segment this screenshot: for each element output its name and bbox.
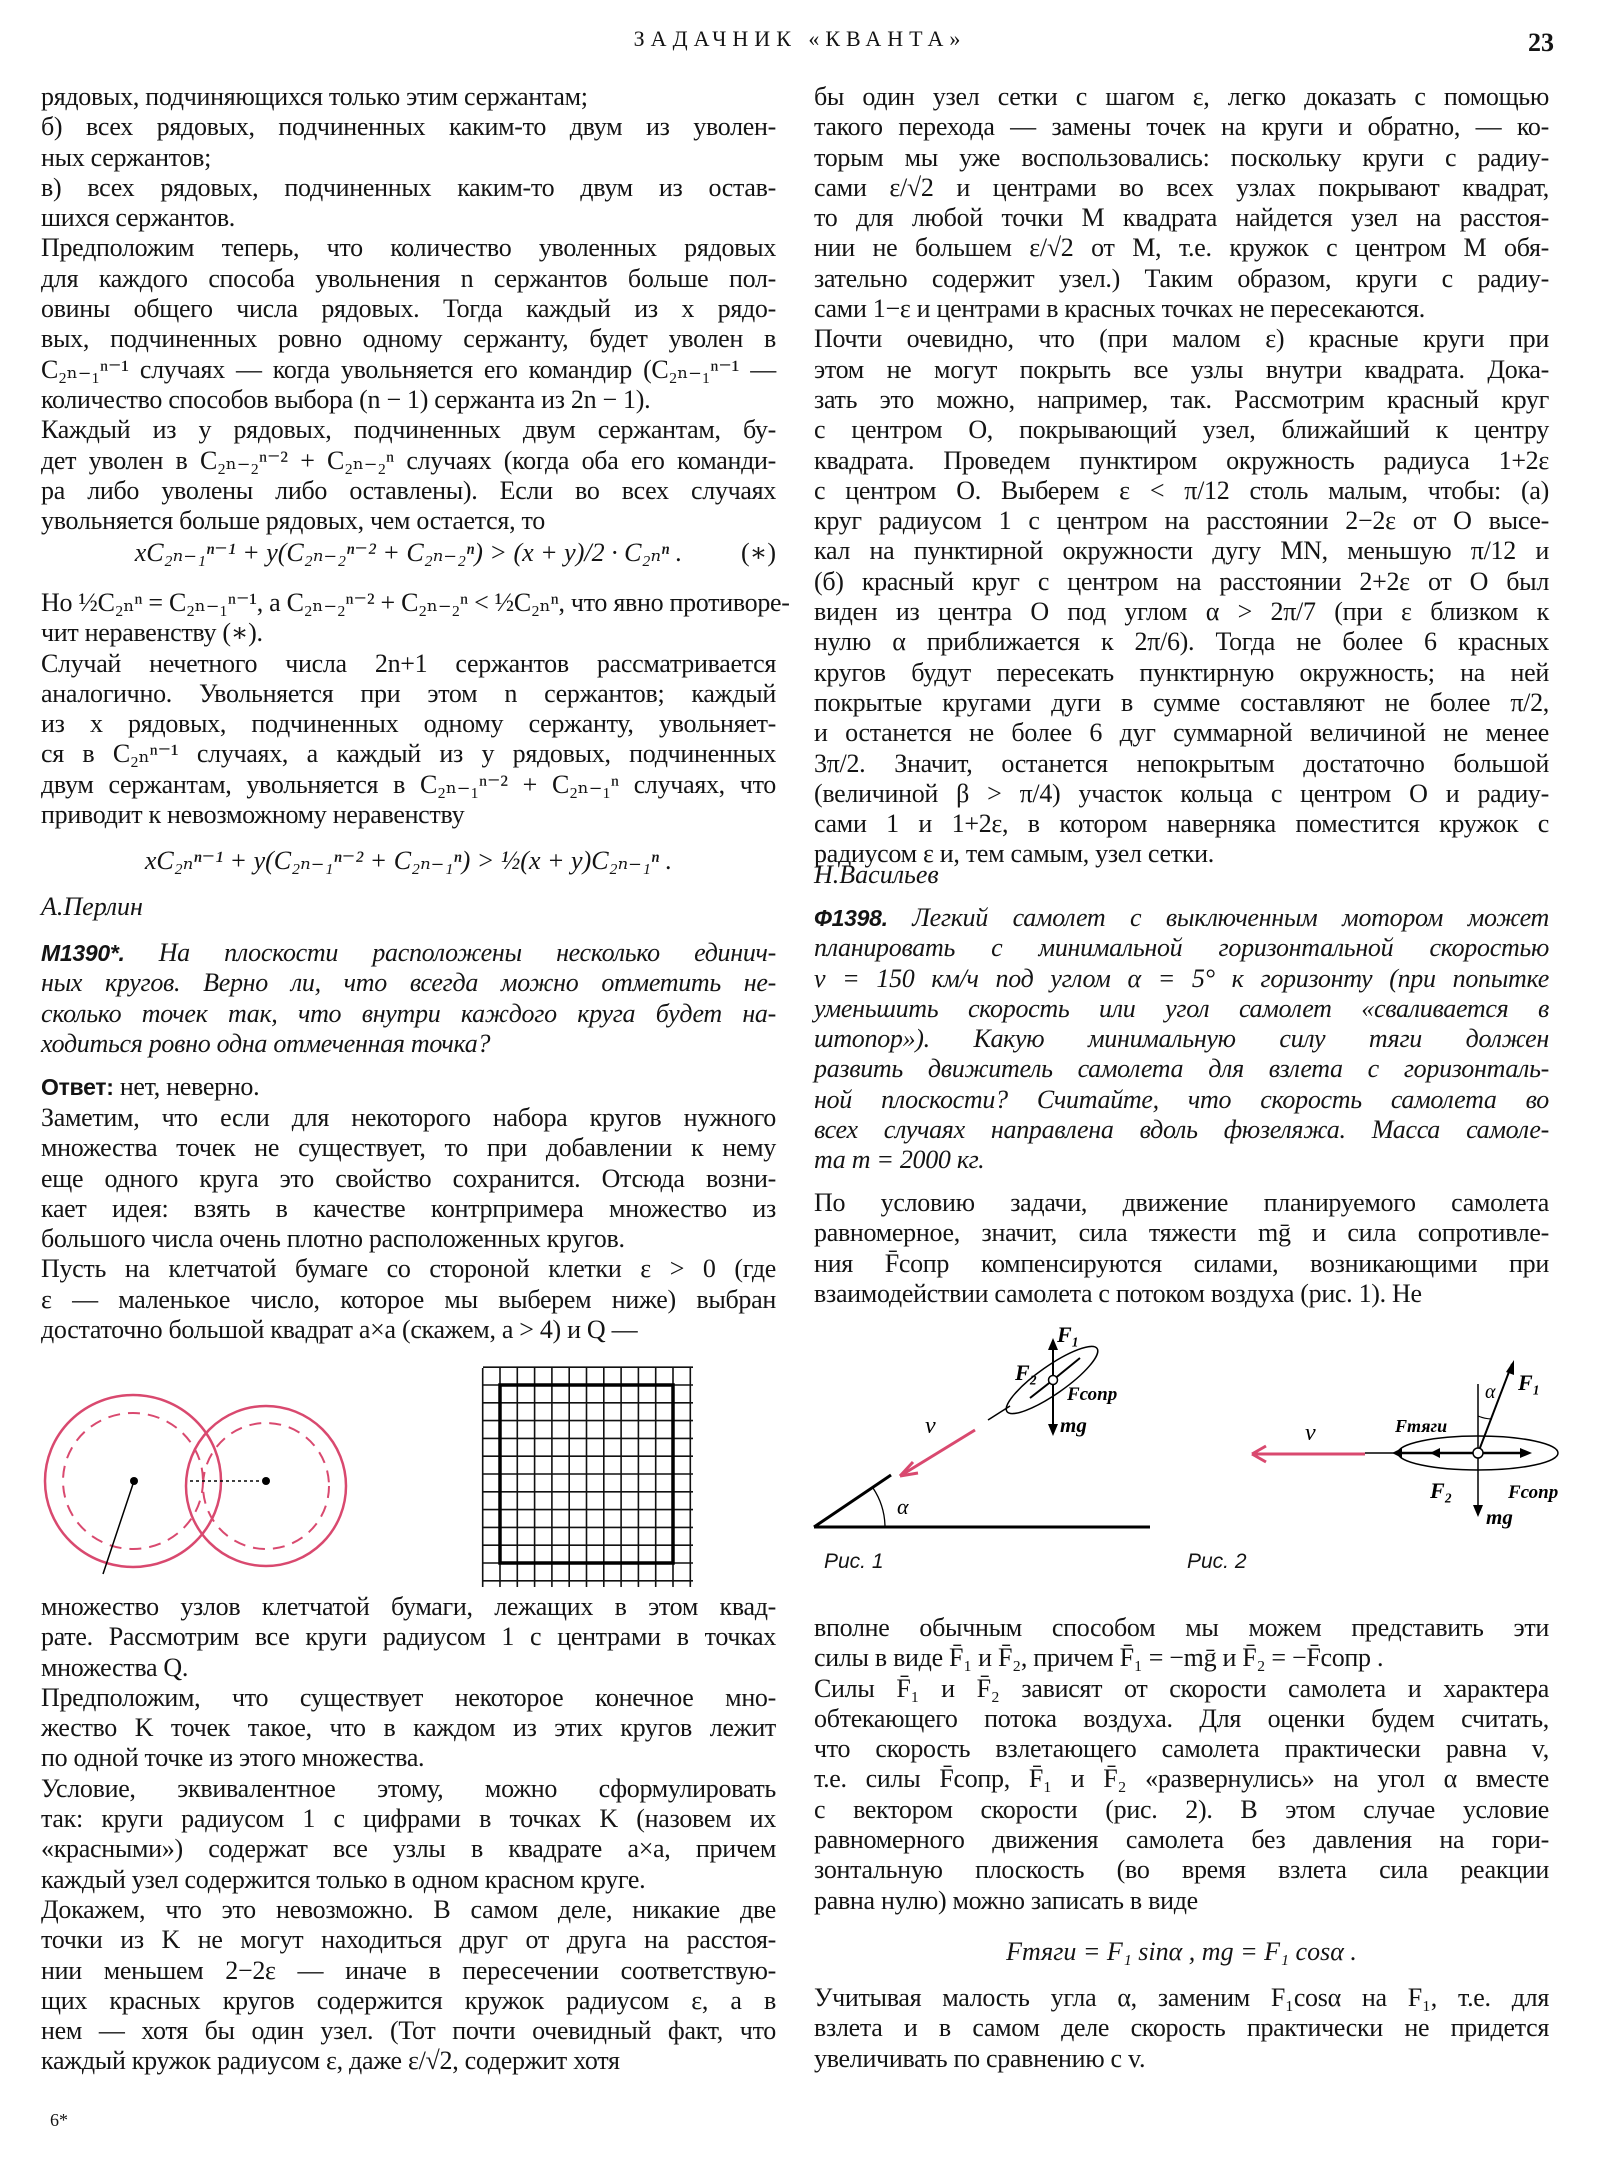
mg-label: mg [1060, 1413, 1087, 1437]
figure-2 [1240, 1320, 1600, 1540]
text-line: кает идея: взять в качестве контрпримера множество из [41, 1193, 776, 1223]
text-line: двум сержантам, увольняется в C₂ₙ₋₁ⁿ⁻² + C₂ₙ₋₁ⁿ случаях, что [41, 769, 776, 799]
problem-statement [41, 938, 776, 1059]
text-line: шихся сержантов. [41, 203, 235, 233]
paragraph [41, 649, 776, 831]
text-line: вполне обычным способом мы можем представить эти [814, 1613, 1549, 1642]
figure-1-caption: Рис. 1 [824, 1550, 884, 1573]
text-line: нем — хотя бы один узел. (Тот почти очевидный факт, что [41, 2016, 776, 2046]
paragraph [41, 112, 776, 173]
center-point [262, 1477, 270, 1485]
text-line: нулю α приближается к 2π/6). Тогда не более 6 красных [814, 627, 1549, 657]
text-line: достаточно большой квадрат a×a (скажем, a > 4) и Q — [41, 1315, 638, 1345]
plane-center [1049, 1376, 1058, 1385]
F1-label: F₁ [1057, 1322, 1080, 1347]
text-line: рате. Рассмотрим все круги радиусом 1 с центрами в точках [41, 1622, 776, 1652]
text-line: развить движитель самолета для взлета с горизонталь- [814, 1054, 1549, 1084]
problem-number: М1390*. [41, 940, 159, 966]
text-line: v = 150 км/ч под углом α = 5° к горизонту (при попытке [814, 963, 1549, 993]
text-line: покрытые кругами дуги в сумме составляют не более π/2, [814, 687, 1549, 717]
text-line: М1390*. На плоскости расположены несколько единич- [41, 938, 777, 967]
text-line: большого числа очень плотно расположенных кругов. [41, 1224, 625, 1254]
text-line: равномерного движения самолета без давления на гори- [814, 1825, 1549, 1855]
paragraph [814, 82, 1549, 324]
text-block [814, 1613, 1549, 1916]
formula: xC₂ₙⁿ⁻¹ + y(C₂ₙ₋₁ⁿ⁻² + C₂ₙ₋₁ⁿ) > ½(x + y)C₂ₙ₋₁ⁿ . [144, 846, 673, 875]
text-line: радиусом ε и, тем самым, узел сетки. [814, 839, 1214, 869]
F1-arrow [1478, 1364, 1512, 1453]
text-line: сами 1−ε и центрами в красных точках не пересекаются. [814, 294, 1425, 324]
paragraph [41, 1683, 776, 1774]
formula-text: xC₂ₙ₋₁ⁿ⁻¹ + y(C₂ₙ₋₂ⁿ⁻² + C₂ₙ₋₂ⁿ) > (x + y)/2 · C₂ₙⁿ . [134, 538, 683, 567]
text-line: точки из K не могут находиться друг от друга на расстоя- [41, 1925, 776, 1955]
text-line: взаимодействии самолета с потоком воздуха (рис. 1). Не [814, 1278, 1422, 1308]
paragraph [41, 1254, 776, 1345]
angle-arc [873, 1488, 885, 1527]
text-block [41, 588, 790, 830]
paragraph [41, 1895, 776, 2077]
text-line: (величиной β > π/4) участок кольца с центром O и радиу- [814, 778, 1549, 808]
text-line: ходиться ровно одна отмеченная точка? [41, 1028, 491, 1058]
text-line: квадрата. Проведем пунктиром окружность радиуса 1+2ε [814, 445, 1549, 475]
text-line: Заметим, что если для некоторого набора кругов нужного [41, 1103, 776, 1132]
author-signature: Н.Васильев [814, 860, 939, 889]
text-block [41, 1103, 776, 1345]
text-line: зонтальную плоскость (во время взлета сила реакции [814, 1855, 1549, 1885]
text-line: с вектором скорости (рис. 2). В этом случае условие [814, 1794, 1549, 1824]
paragraph [41, 173, 776, 234]
text-line: Силы F̄₁ и F̄₂ зависят от скорости самолета и характера [814, 1673, 1549, 1703]
text-line: всех случаях направлена вдоль фюзеляжа. Масса самоле- [814, 1115, 1549, 1145]
plane-center [1473, 1448, 1483, 1458]
text-line: сами ε/√2 и центрами во всех узлах покрывают квадрат, [814, 172, 1549, 202]
text-line: щих красных кругов содержится кружок радиусом ε, а в [41, 1985, 776, 2015]
text-line: планировать с минимальной горизонтальной скоростью [814, 933, 1549, 963]
text-line: ния F̄сопр компенсируются силами, возникающими при [814, 1248, 1549, 1278]
v-label: v [925, 1413, 936, 1439]
F2-label: F₂ [1015, 1360, 1038, 1385]
text-line: зательно содержит узел.) Таким образом, круги с радиу- [814, 263, 1549, 293]
text-line: Ф1398. Легкий самолет с выключенным мотором может [814, 903, 1549, 932]
answer-line [41, 1072, 776, 1102]
formula: Fтяги = F₁ sinα , mg = F₁ cosα . [1006, 1937, 1357, 1966]
alpha-label: α [1485, 1381, 1496, 1403]
mg-arrowhead [1048, 1424, 1058, 1436]
text-line: нии меньшем 2−2ε — иначе в пересечении соответствую- [41, 1955, 776, 1985]
angle-arc [1478, 1416, 1492, 1419]
text-line: бы один узел сетки с шагом ε, легко доказать с помощью [814, 82, 1549, 111]
v-label: v [1305, 1420, 1316, 1446]
paragraph [814, 903, 1549, 1176]
text-line: Предположим, что существует некоторое конечное мно- [41, 1682, 776, 1712]
page-number: 23 [1528, 28, 1554, 57]
paragraph [41, 415, 776, 536]
paragraph [814, 1674, 1549, 1916]
text-line: овины общего числа рядовых. Тогда каждый из x рядо- [41, 294, 776, 324]
text-line: ных кругов. Верно ли, что всегда можно отметить не- [41, 968, 776, 998]
paragraph [41, 938, 776, 1059]
text-block [814, 1188, 1549, 1309]
text-line: и останется не более 6 дуг суммарной величиной не менее [814, 718, 1549, 748]
text-line: кал на пунктирной окружности дугу MN, меньшую π/12 и [814, 536, 1549, 566]
running-header: ЗАДАЧНИК «КВАНТА» [633, 26, 967, 51]
text-line: 3π/2. Значит, останется непокрытым достаточно большой [814, 748, 1549, 778]
text-line: этом не могут покрыть все узлы внутри квадрата. Дока- [814, 354, 1549, 384]
F2-label: F₂ [1430, 1478, 1453, 1503]
text-line: что скорость взлетающего самолета практически равна v, [814, 1734, 1549, 1764]
text-line: торым мы уже воспользовались: поскольку круги с радиу- [814, 142, 1549, 172]
Fcopr-label: Fсопр [1508, 1482, 1559, 1503]
text-line: Но ½C₂ₙⁿ = C₂ₙ₋₁ⁿ⁻¹, а C₂ₙ₋₂ⁿ⁻² + C₂ₙ₋₂ⁿ < ½C₂ₙⁿ, что явно противоре- [41, 588, 790, 617]
text-line: C₂ₙ₋₁ⁿ⁻¹ случаях — когда увольняется его командир (C₂ₙ₋₁ⁿ⁻¹ — [41, 354, 776, 384]
Ftyagi-label: Fтяги [1395, 1416, 1448, 1436]
thrust-arrowhead [1392, 1448, 1402, 1458]
text-line: т.е. силы F̄сопр, F̄₁ и F̄₂ «развернулись» на угол α вместе [814, 1764, 1549, 1794]
text-line: зать это можно, например, так. Рассмотрим красный круг [814, 384, 1549, 414]
text-line: уменьшить скорость или угол самолет «сваливается в [814, 993, 1549, 1023]
text-line: ε — маленькое число, которое мы выберем ниже) выбран [41, 1284, 776, 1314]
text-line: сами 1 и 1+2ε, в котором наверняка поместится кружок с [814, 809, 1549, 839]
figure-1 [805, 1320, 1185, 1540]
text-line: в) всех рядовых, подчиненных каким-то двум из остав- [41, 172, 776, 202]
text-line: По условию задачи, движение планируемого самолета [814, 1188, 1549, 1217]
paragraph [814, 1188, 1549, 1309]
text-line: так: круги радиусом 1 с цифрами в точках K (назовем их [41, 1804, 776, 1834]
text-line: (б) красный круг с центром на расстоянии 2+2ε от O был [814, 566, 1549, 596]
red-circle [186, 1406, 346, 1566]
text-line: увеличивать по сравнению с v. [814, 2043, 1146, 2073]
text-line: Предположим теперь, что количество уволенных рядовых [41, 233, 776, 263]
text-line: «красными») содержат все узлы в квадрате a×a, причем [41, 1834, 776, 1864]
Fcopr-label: Fсопр [1067, 1384, 1118, 1405]
F1-label: F₁ [1518, 1370, 1541, 1395]
text-line: еще одного круга это свойство сохранится. Отсюда возни- [41, 1163, 776, 1193]
formula [41, 538, 776, 568]
text-line: с центром O. Выберем ε < π/12 столь малым, чтобы: (а) [814, 475, 1549, 505]
text-line: количество способов выбора (n − 1) сержанта из 2n − 1). [41, 384, 651, 414]
paragraph [814, 1613, 1549, 1674]
text-line: рядовых, подчиняющихся только этим сержантам; [41, 82, 588, 111]
text-line: Каждый из y рядовых, подчиненных двум сержантам, бу- [41, 415, 776, 445]
text-line: ра либо уволены либо оставлены). Если во всех случаях [41, 475, 776, 505]
text-block [814, 1983, 1549, 2074]
text-line: равна нулю) можно записать в виде [814, 1885, 1198, 1915]
text-line: б) всех рядовых, подчиненных каким-то двум из уволен- [41, 112, 776, 142]
text-line: каждый кружок радиусом ε, даже ε/√2, содержит хотя [41, 2046, 620, 2076]
text-line: силы в виде F̄₁ и F̄₂, причем F̄₁ = −mḡ и F̄₂ = −F̄сопр . [814, 1643, 1384, 1673]
footer-mark: 6* [50, 2110, 68, 2130]
paragraph [41, 1103, 776, 1254]
mg-arrowhead [1473, 1505, 1483, 1517]
text-line: множество узлов клетчатой бумаги, лежащих в этом квад- [41, 1592, 776, 1621]
radius-line [103, 1481, 134, 1574]
text-line: чит неравенству (∗). [41, 618, 263, 648]
text-line: виден из центра O под углом α > 2π/7 (при ε близком к [814, 597, 1549, 627]
text-line: сколько точек так, что внутри каждого круга будет на- [41, 998, 776, 1028]
text-line: с центром O, покрывающий узел, ближайший к центру [814, 415, 1549, 445]
text-line: равномерное, значит, сила тяжести mḡ и сила сопротивле- [814, 1218, 1549, 1248]
text-line: множества точек не существует, то при добавлении к нему [41, 1133, 776, 1163]
text-line: взлета и в самом деле скорость практически не придется [814, 2013, 1549, 2043]
text-line: нии не большем ε/√2 от M, т.е. кружок с центром M обя- [814, 233, 1549, 263]
answer-label: Ответ: [41, 1074, 114, 1100]
text-line: Условие, эквивалентное этому, можно сформулировать [41, 1773, 776, 1803]
text-line: Учитывая малость угла α, заменим F₁cosα на F₁, т.е. для [814, 1983, 1549, 2012]
author-signature: А.Перлин [41, 892, 143, 921]
text-block [41, 1592, 776, 2077]
text-line: штопор»). Какую минимальную силу тяги должен [814, 1024, 1549, 1054]
text-line: Случай нечетного числа 2n+1 сержантов рассматривается [41, 648, 776, 678]
paragraph [814, 324, 1549, 869]
formula-mark: (∗) [741, 538, 776, 567]
paragraph [41, 233, 776, 415]
text-line: жество K точек такое, что в каждом из этих кругов лежит [41, 1713, 776, 1743]
F1-arrowhead [1506, 1360, 1514, 1375]
text-block [814, 82, 1549, 870]
text-line: ных сержантов; [41, 142, 212, 172]
text-line: по одной точке из этого множества. [41, 1743, 425, 1773]
F2-arrowhead [1430, 1448, 1440, 1458]
text-line: круг радиусом 1 с центром на расстоянии 2−2ε от O высе- [814, 506, 1549, 536]
text-line: Докажем, что это невозможно. В самом деле, никакие две [41, 1894, 776, 1924]
text-line: ся в C₂ₙⁿ⁻¹ случаях, а каждый из y рядовых, подчиненных [41, 739, 776, 769]
problem-statement [814, 903, 1549, 1176]
grid-figure [480, 1365, 700, 1590]
text-line: множества Q. [41, 1652, 189, 1682]
paragraph [41, 1592, 776, 1683]
text-line: вых, подчиненных ровно одному сержанту, будет уволен в [41, 324, 776, 354]
alpha-label: α [897, 1494, 909, 1519]
text-line: Пусть на клетчатой бумаге со стороной клетки ε > 0 (где [41, 1254, 776, 1284]
paragraph [814, 1983, 1549, 2074]
velocity-arrow [900, 1430, 975, 1476]
Fcopr-arrowhead [1520, 1448, 1532, 1458]
text-line: каждый узел содержится только в одном красном круге. [41, 1864, 646, 1894]
text-line: дет уволен в C₂ₙ₋₂ⁿ⁻² + C₂ₙ₋₂ⁿ случаях (когда оба его команди- [41, 445, 776, 475]
mg-label: mg [1486, 1505, 1513, 1529]
text-line: из x рядовых, подчиненных одному сержанту, увольняет- [41, 709, 776, 739]
text-line: аналогично. Увольняется при этом n сержантов; каждый [41, 678, 776, 708]
text-line: для каждого способа увольнения n сержантов больше пол- [41, 263, 776, 293]
text-line: ной плоскости? Считайте, что скорость самолета во [814, 1084, 1549, 1114]
text-line: приводит к невозможному неравенству [41, 800, 465, 830]
text-line: та m = 2000 кг. [814, 1145, 985, 1175]
paragraph [41, 82, 776, 112]
paragraph [41, 1774, 776, 1895]
text-line: Почти очевидно, что (при малом ε) красные круги при [814, 324, 1549, 354]
paragraph [41, 588, 790, 649]
text-line: обтекающего потока воздуха. Для оценки будем считать, [814, 1703, 1549, 1733]
text-line: то для любой точки M квадрата найдется узел на расстоя- [814, 203, 1549, 233]
problem-number: Ф1398. [814, 905, 913, 931]
text-line: увольняется больше рядовых, чем остается, то [41, 506, 545, 536]
circles-figure [30, 1370, 370, 1610]
answer-text: нет, неверно. [119, 1072, 260, 1101]
text-line: такого перехода — замены точек на круги и обратно, — ко- [814, 112, 1549, 142]
figure-2-caption: Рис. 2 [1187, 1550, 1247, 1573]
text-block [41, 82, 776, 536]
text-line: кругов будут пересекать пунктирную окружность; на ней [814, 657, 1549, 687]
